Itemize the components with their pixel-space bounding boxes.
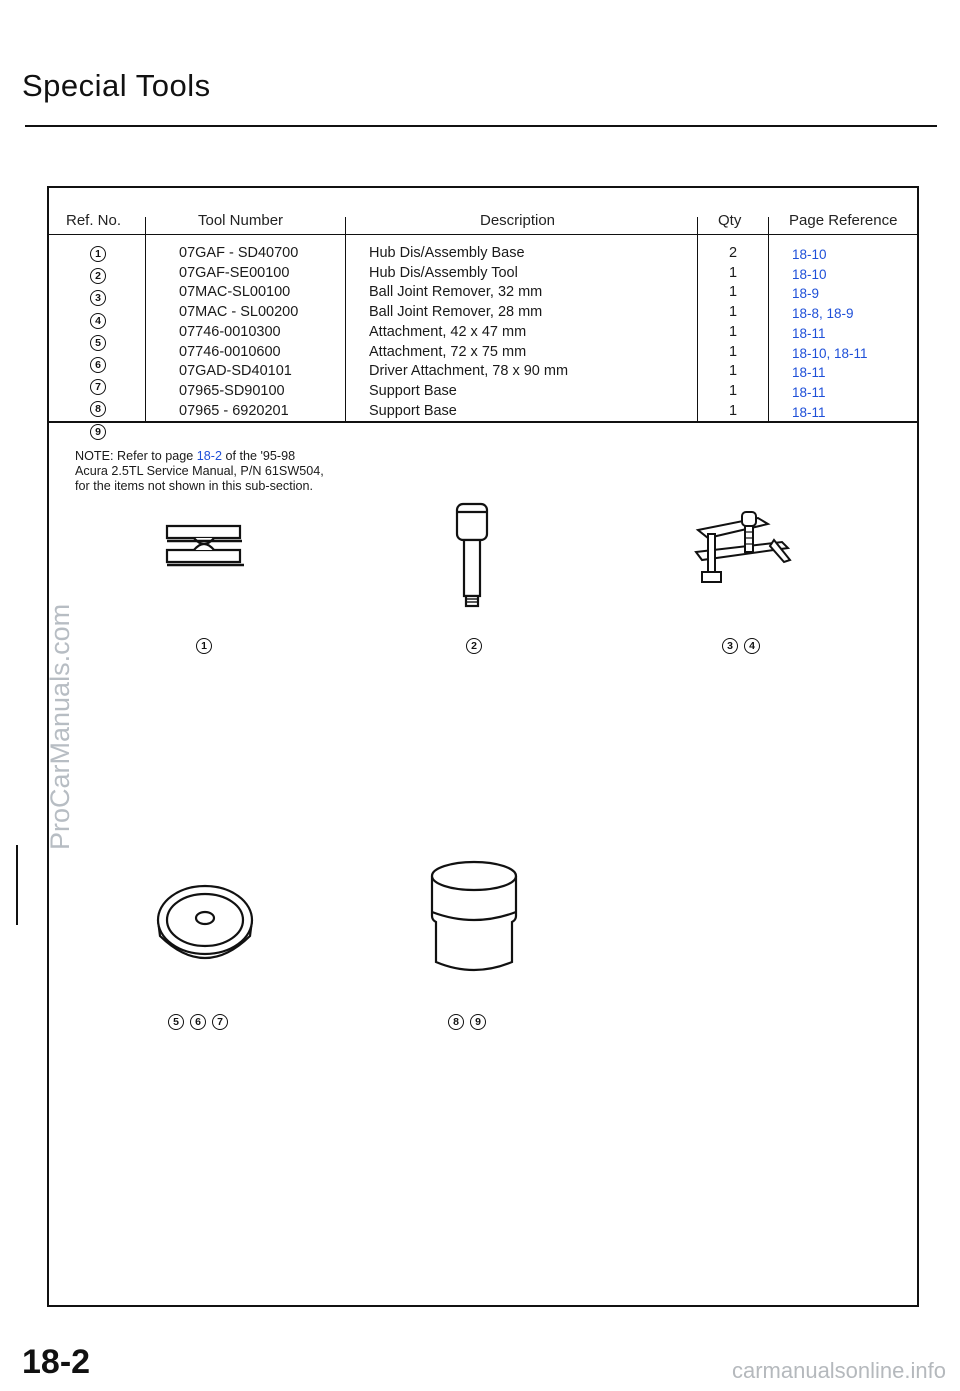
tool-qty: 1	[729, 363, 738, 380]
tool-description: Hub Dis/Assembly Base	[369, 245, 525, 261]
page-number: 18-2	[22, 1343, 91, 1381]
header-rule-desc	[345, 234, 697, 235]
page-reference-column	[792, 245, 868, 422]
header-rule-tool	[145, 234, 345, 235]
description-column	[369, 244, 568, 421]
page-reference-link[interactable]: 18-11	[792, 404, 826, 420]
ref-badge: 8	[90, 401, 106, 417]
ref-badge: 1	[90, 246, 106, 262]
ref-badge: 4	[90, 313, 106, 329]
attachment-illustration	[150, 880, 260, 972]
tool-number: 07746-0010300	[179, 323, 281, 340]
tool-qty: 1	[729, 382, 738, 399]
footer-watermark: carmanualsonline.info	[731, 1358, 946, 1383]
callout-badge: 4	[744, 638, 760, 654]
qty-column	[729, 244, 737, 421]
page-reference-link[interactable]: 18-11	[792, 365, 826, 381]
note-text	[75, 449, 324, 494]
header-tool-number: Tool Number	[198, 212, 284, 229]
tool-description: Hub Dis/Assembly Tool	[369, 264, 518, 281]
note-page-link[interactable]: 18-2	[196, 449, 223, 463]
callout-badge: 7	[212, 1014, 228, 1030]
page-reference-link[interactable]: 18-10	[792, 247, 827, 262]
ref-badge: 6	[90, 357, 106, 373]
tool-description: Ball Joint Remover, 32 mm	[369, 284, 543, 301]
label-tool-5-6-7	[168, 1014, 228, 1030]
tool-description: Support Base	[369, 382, 457, 399]
column-separator	[768, 217, 769, 421]
header-page-reference: Page Reference	[789, 212, 898, 229]
header-rule-qty	[697, 234, 768, 235]
header-qty: Qty	[718, 212, 742, 229]
note-prefix: NOTE: Refer to page	[75, 449, 197, 463]
hub-tool-illustration	[452, 500, 492, 612]
label-tool-3-4	[722, 638, 760, 654]
label-tool-8-9	[448, 1014, 486, 1030]
tool-qty: 1	[729, 304, 738, 321]
ref-badge: 9	[90, 424, 106, 440]
header-rule-ref	[49, 234, 145, 235]
tool-description: Attachment, 72 x 75 mm	[369, 343, 527, 360]
note-suffix: of the '95-98	[222, 449, 296, 463]
tool-number-column	[179, 244, 298, 421]
column-separator	[697, 217, 698, 421]
page-reference-link[interactable]: 18-10, 18-11	[792, 345, 868, 361]
tool-number: 07GAD-SD40101	[179, 363, 292, 380]
callout-badge: 9	[470, 1014, 486, 1030]
ref-badge: 2	[90, 268, 106, 284]
column-separator	[145, 217, 146, 421]
ref-badge: 3	[90, 290, 106, 306]
header-ref-no: Ref. No.	[66, 212, 122, 229]
ref-badge: 7	[90, 379, 106, 395]
page-reference-link[interactable]: 18-11	[792, 325, 826, 341]
header-rule-page	[768, 234, 917, 235]
label-tool-2	[466, 638, 482, 654]
tool-description: Ball Joint Remover, 28 mm	[369, 304, 543, 321]
column-separator	[345, 217, 346, 421]
page-reference-link[interactable]: 18-10	[792, 266, 827, 282]
header-description: Description	[480, 212, 556, 229]
tool-number: 07MAC - SL00200	[179, 304, 299, 321]
tool-description: Attachment, 42 x 47 mm	[369, 323, 527, 340]
callout-badge: 3	[722, 638, 738, 654]
callout-badge: 1	[196, 638, 212, 654]
side-watermark: ProCarManuals.com	[45, 603, 75, 850]
tool-number: 07GAF-SE00100	[179, 264, 290, 281]
tool-description: Support Base	[369, 402, 457, 419]
tool-qty: 1	[729, 402, 738, 419]
ref-number-column	[90, 244, 106, 444]
tool-number: 07GAF - SD40700	[179, 245, 299, 261]
page-reference-link[interactable]: 18-9	[792, 286, 820, 302]
margin-mark	[16, 845, 18, 925]
ref-badge: 5	[90, 335, 106, 351]
page-reference-link[interactable]: 18-8, 18-9	[792, 306, 854, 322]
callout-badge: 8	[448, 1014, 464, 1030]
page-reference-link[interactable]: 18-11	[792, 384, 826, 400]
tool-qty: 1	[729, 343, 738, 360]
tool-number: 07746-0010600	[179, 343, 281, 360]
tool-qty: 1	[729, 323, 738, 340]
hub-base-illustration	[160, 520, 252, 572]
page-title: Special Tools	[22, 68, 211, 103]
tool-description: Driver Attachment, 78 x 90 mm	[369, 363, 569, 380]
callout-badge: 6	[190, 1014, 206, 1030]
tool-number: 07MAC-SL00100	[179, 284, 291, 301]
tool-number: 07965-SD90100	[179, 382, 285, 399]
callout-badge: 5	[168, 1014, 184, 1030]
label-tool-1	[196, 638, 212, 654]
tool-qty: 2	[729, 245, 738, 261]
callout-badge: 2	[466, 638, 482, 654]
support-base-illustration	[424, 856, 524, 976]
title-rule	[25, 125, 937, 127]
tool-number: 07965 - 6920201	[179, 402, 289, 419]
tool-qty: 1	[729, 264, 738, 281]
note-line-3: for the items not shown in this sub-section.	[75, 479, 313, 493]
ball-joint-remover-illustration	[688, 508, 798, 592]
tool-qty: 1	[729, 284, 738, 301]
note-line-2: Acura 2.5TL Service Manual, P/N 61SW504,	[75, 464, 324, 478]
